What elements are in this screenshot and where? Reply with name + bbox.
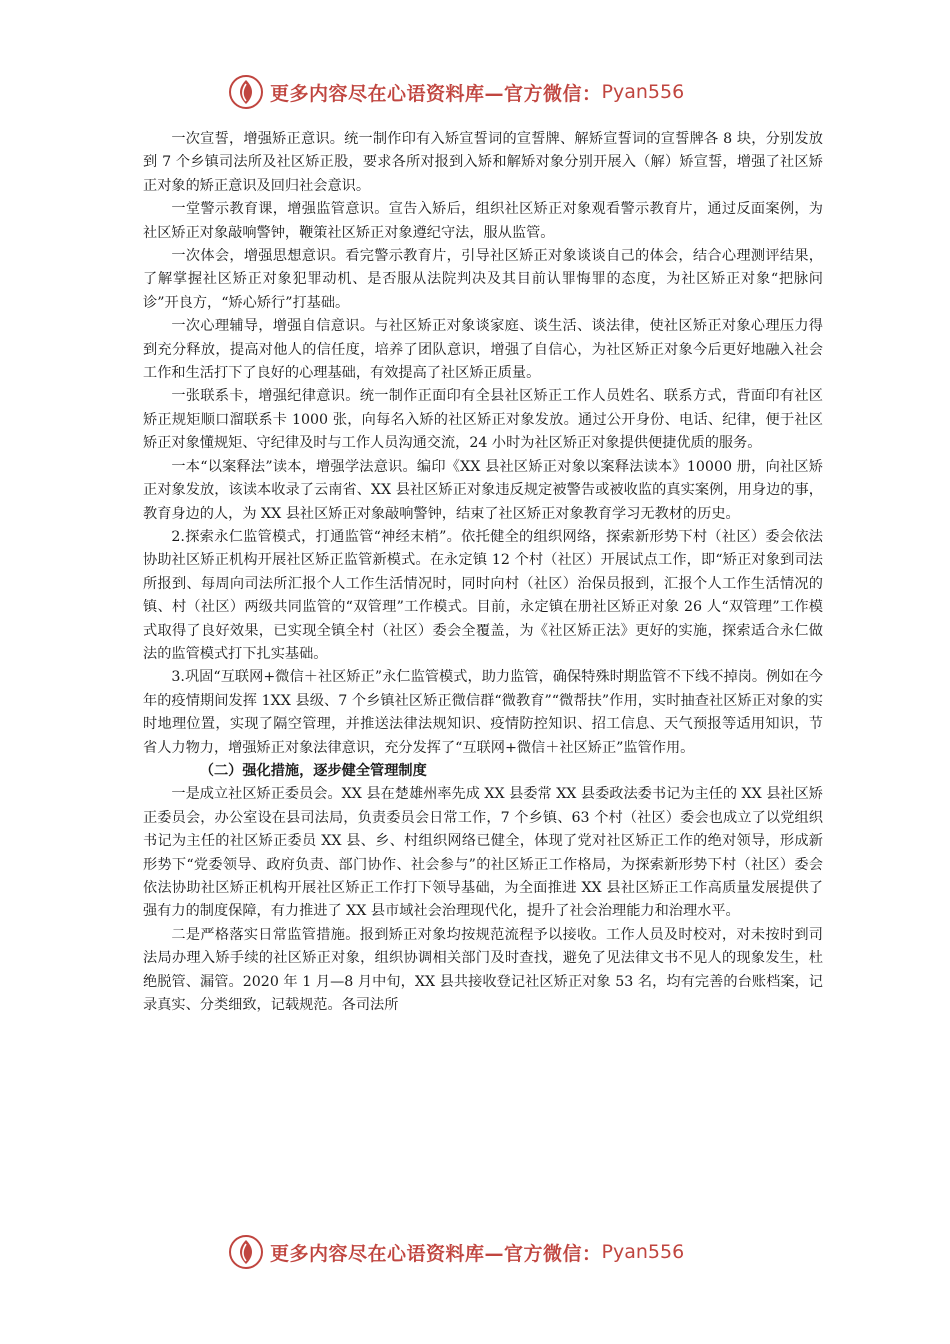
paragraph-contact-card: 一张联系卡，增强纪律意识。统一制作正面印有全县社区矫正工作人员姓名、联系方式，背面印有社区矫正规矩顺口溜联系卡 1000 张，向每名入矫的社区矫正对象发放。通过公开身份、电话、纪律，便于社区矫正对象懂规矩、守纪律及时与工作人员沟通交流，24 小时为社区矫正对象提供便捷优质的服务。 (143, 388, 823, 452)
paragraph-daily-supervision: 二是严格落实日常监管措施。报到矫正对象均按规范流程予以接收。工作人员及时校对，对未按时到司法局办理入矫手续的社区矫正对象，组织协调相关部门及时查找，避免了见法律文书不见人的现象发生，杜绝脱管、漏管。2020 年 1 月—8 月中旬，XX 县共接收登记社区矫正对象 53 名，均有完善的台账档案，记录真实、分类细致，记载规范。各司法所 (143, 926, 823, 1014)
watermark-text: 更多内容尽在心语资料库—官方微信： (270, 82, 602, 105)
watermark-text: 更多内容尽在心语资料库—官方微信： (270, 1242, 602, 1265)
flame-leaf-logo-icon (228, 1234, 264, 1270)
paragraph-supervision-model: 2.探索永仁监管模式，打通监管“神经末梢”。依托健全的组织网络，探索新形势下村（社区）委会依法协助社区矫正机构开展社区矫正监管新模式。在永定镇 12 个村（社区）开展试点工作，即“矫正对象到司法所报到、每周向司法所汇报个人工作生活情况时，同时向村（社区）治保员报到，汇报个人工作生活情况的镇、村（社区）两级共同监管的“双管理”工作模式。目前，永定镇在册社区矫正对象 26 人“双管理”工作模式取得了良好效果，已实现全镇全村（社区）委会全覆盖，为《社区矫正法》更好的实施，探索适合永仁做法的监管模式打下扎实基础。 (143, 528, 823, 662)
paragraph-internet-wechat: 3.巩固“互联网+微信＋社区矫正”永仁监管模式，助力监管，确保特殊时期监管不下线不掉岗。例如在今年的疫情期间发挥 1XX 县级、7 个乡镇社区矫正微信群“微教育”“微帮扶”作用，实时抽查社区矫正对象的实时地理位置，实现了隔空管理，并推送法律法规知识、疫情防控知识、招工信息、天气预报等适用知识，节省人力物力，增强矫正对象法律意识，充分发挥了“互联网+微信＋社区矫正”监管作用。 (143, 669, 823, 756)
paragraph-warning-class: 一堂警示教育课，增强监管意识。宣告入矫后，组织社区矫正对象观看警示教育片，通过反面案例，为社区矫正对象敲响警钟，鞭策社区矫正对象遵纪守法，服从监管。 (143, 201, 823, 241)
paragraph-case-reader: 一本“以案释法”读本，增强学法意识。编印《XX 县社区矫正对象以案释法读本》10000 册，向社区矫正对象发放，该读本收录了云南省、XX 县社区矫正对象违反规定被警告或被收监的真实案例，用身边的事，教育身边的人，为 XX 县社区矫正对象敲响警钟，结束了社区矫正对象教育学习无教材的历史。 (143, 458, 823, 522)
paragraph-reflection: 一次体会，增强思想意识。看完警示教育片，引导社区矫正对象谈谈自己的体会，结合心理测评结果，了解掌握社区矫正对象犯罪动机、是否服从法院判决及其目前认罪悔罪的态度，为社区矫正对象“把脉问诊”开良方，“矫心矫行”打基础。 (143, 248, 823, 311)
section-heading: （二）强化措施，逐步健全管理制度 (199, 762, 427, 779)
watermark-wechat-id: Pyan556 (601, 1241, 685, 1263)
watermark-wechat-id: Pyan556 (601, 81, 685, 103)
header-watermark-banner (228, 72, 684, 112)
footer-watermark-banner (228, 1232, 684, 1272)
flame-leaf-logo-icon (228, 74, 264, 110)
document-body (143, 128, 823, 1017)
paragraph-oath: 一次宣誓，增强矫正意识。统一制作印有入矫宣誓词的宣誓牌、解矫宣誓词的宣誓牌各 8 块，分别发放到 7 个乡镇司法所及社区矫正股，要求各所对报到入矫和解矫对象分别开展入（解）矫宣誓，增强了社区矫正对象的矫正意识及回归社会意识。 (143, 131, 823, 194)
paragraph-committee: 一是成立社区矫正委员会。XX 县在楚雄州率先成 XX 县委常 XX 县委政法委书记为主任的 XX 县社区矫正委员会，办公室设在县司法局，负责委员会日常工作，7 个乡镇、63 个村（社区）委会也成立了以党组织书记为主任的社区矫正委员 XX 县、乡、村组织网络已健全，体现了党对社区矫正工作的绝对领导，形成新形势下“党委领导、政府负责、部门协作、社会参与”的社区矫正工作格局，为探索新形势下村（社区）委会依法协助社区矫正机构开展社区矫正工作打下领导基础，为全面推进 XX 县社区矫正工作高质量发展提供了强有力的制度保障，有力推进了 XX 县市域社会治理现代化，提升了社会治理能力和治理水平。 (143, 786, 823, 920)
paragraph-counseling: 一次心理辅导，增强自信意识。与社区矫正对象谈家庭、谈生活、谈法律，使社区矫正对象心理压力得到充分释放，提高对他人的信任度，培养了团队意识，增强了自信心，为社区矫正对象今后更好地融入社会工作和生活打下了良好的心理基础，有效提高了社区矫正质量。 (143, 318, 823, 382)
